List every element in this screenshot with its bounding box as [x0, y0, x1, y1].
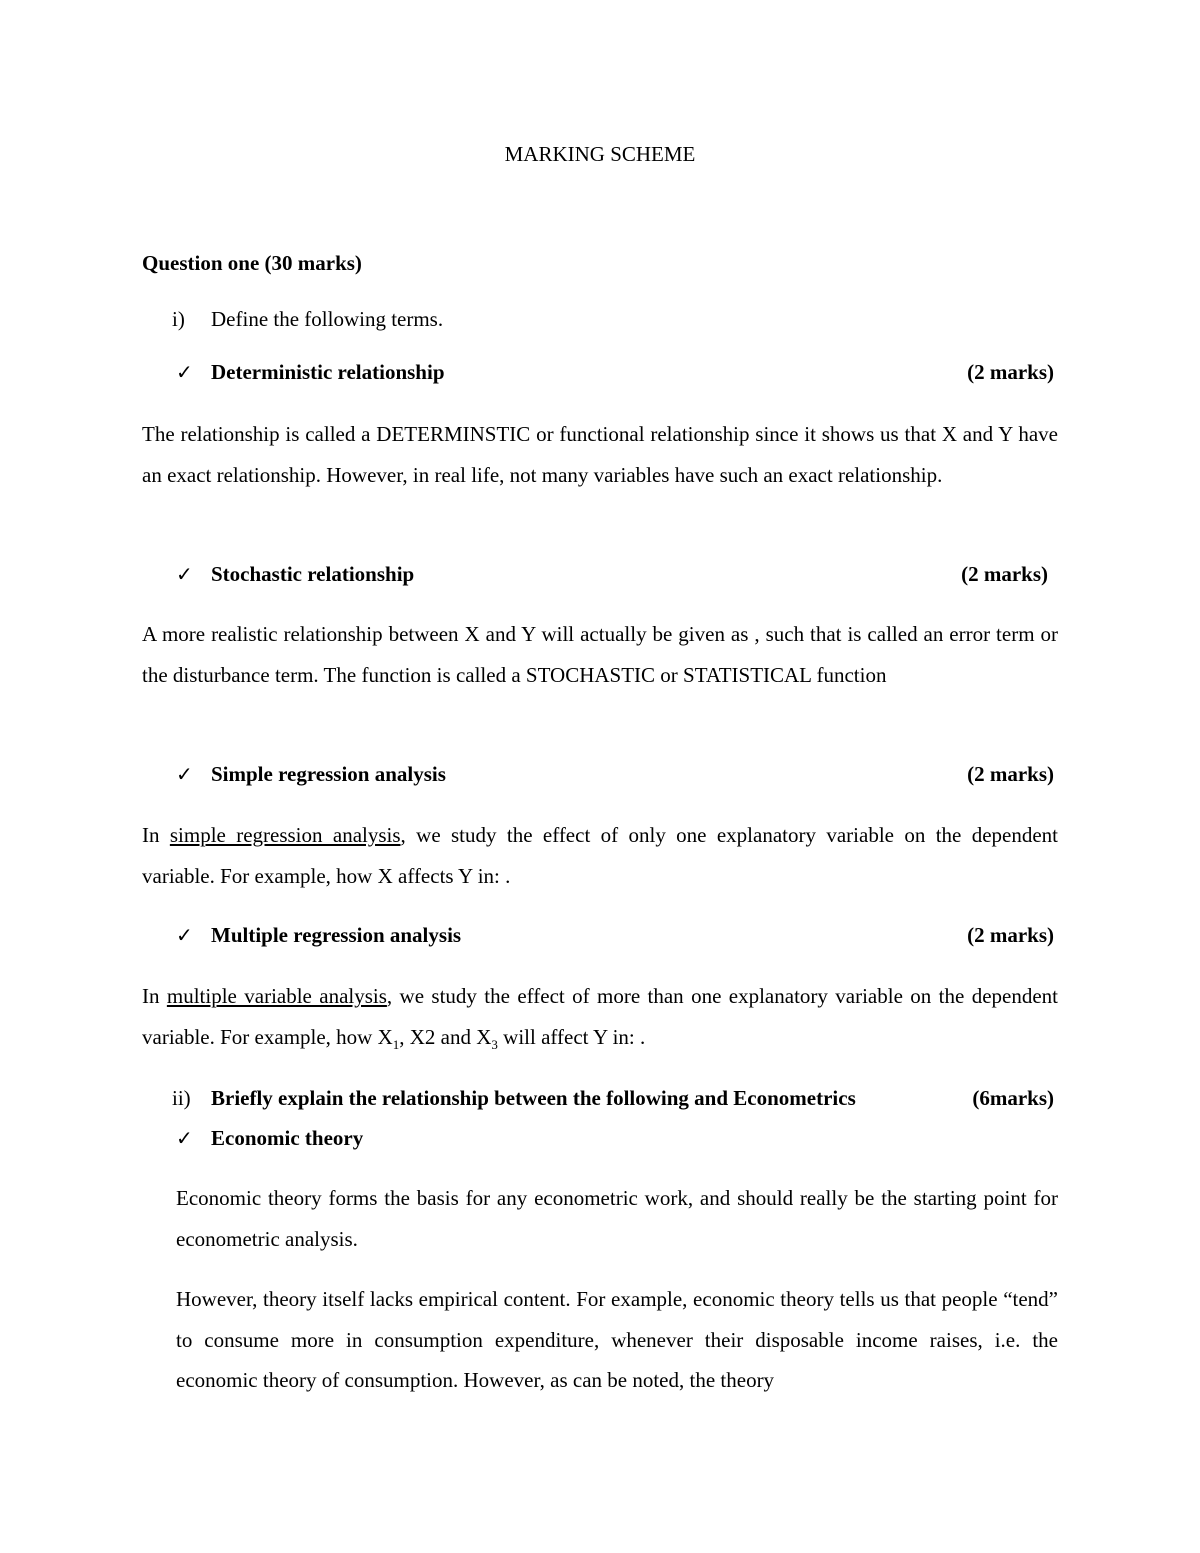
term-title-deterministic: Deterministic relationship [211, 360, 445, 384]
economic-theory-paragraph-1: Economic theory forms the basis for any econometric work, and should really be the starting point for econometric analysis. [176, 1186, 1058, 1251]
body-text: , we study the effect of only one explanatory variable on the dependent variable. For example, how X affects Y in: . [142, 823, 1058, 888]
underlined-term: multiple variable analysis [166, 984, 387, 1008]
subscript: 3 [491, 1036, 498, 1052]
check-icon: ✓ [176, 762, 193, 786]
term-title-simple-regression: Simple regression analysis [211, 762, 446, 786]
part-ii-instruction: Briefly explain the relationship between the following and Econometrics [211, 1086, 856, 1110]
check-icon: ✓ [176, 360, 193, 384]
part-i-number: i) [172, 307, 185, 331]
check-icon: ✓ [176, 562, 193, 586]
body-text: will affect Y in: . [497, 1024, 646, 1049]
subscript: 1 [392, 1036, 400, 1052]
term-title-stochastic: Stochastic relationship [211, 562, 415, 586]
economic-theory-paragraph-2: However, theory itself lacks empirical content. For example, economic theory tells us that people “tend” to consume more in consumption expenditure, whenever their disposable income raises, i.e. the economic theory of consumption. However, as can be noted, the theory [176, 1287, 1058, 1392]
term-marks-stochastic: (2 marks) [961, 562, 1048, 586]
term-body-stochastic: A more realistic relationship between X and Y will actually be given as , such that is called an error term or the disturbance term. The function is called a STOCHASTIC or STATISTICAL function [142, 622, 1058, 687]
term-body-multiple-regression [142, 976, 1058, 1065]
subheading-economic-theory: Economic theory [211, 1126, 364, 1150]
body-text: , X2 and X [399, 1024, 492, 1049]
underlined-term: simple regression analysis [169, 823, 401, 847]
page-title: MARKING SCHEME [504, 142, 696, 166]
body-text: In [142, 823, 170, 847]
term-title-multiple-regression: Multiple regression analysis [211, 923, 462, 947]
check-icon: ✓ [176, 923, 193, 947]
term-marks-deterministic: (2 marks) [967, 360, 1054, 384]
body-text: In [142, 984, 167, 1008]
check-icon: ✓ [176, 1126, 193, 1150]
part-ii-number: ii) [172, 1086, 191, 1110]
term-body-simple-regression [142, 815, 1058, 896]
part-ii-marks: (6marks) [972, 1086, 1054, 1110]
term-marks-multiple-regression: (2 marks) [967, 923, 1054, 947]
body-text: , we study the effect of more than one explanatory variable on the dependent variable. For example, how X [142, 984, 1058, 1049]
part-i-instruction: Define the following terms. [211, 307, 444, 331]
question-heading: Question one (30 marks) [142, 251, 362, 275]
term-marks-simple-regression: (2 marks) [967, 762, 1054, 786]
term-body-deterministic: The relationship is called a DETERMINSTIC or functional relationship since it shows us that X and Y have an exact relationship. However, in real life, not many variables have such an exact relationship. [142, 422, 1058, 487]
